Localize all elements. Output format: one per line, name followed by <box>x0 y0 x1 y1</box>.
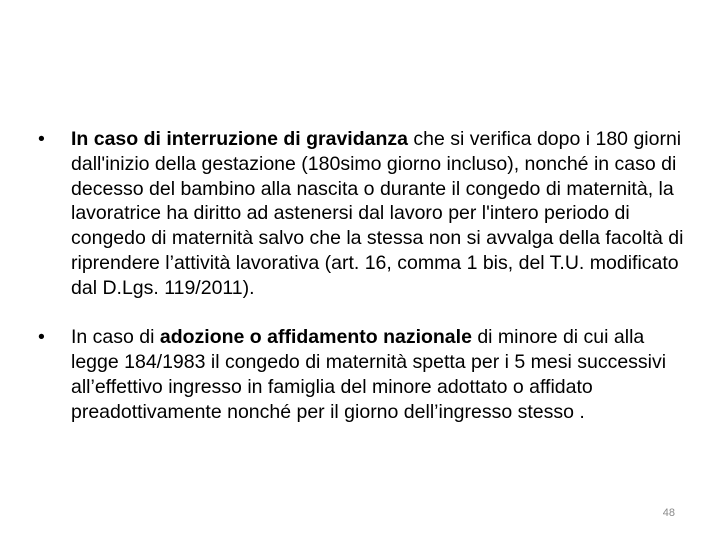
bullet-dot-icon: • <box>38 128 45 150</box>
paragraph-body: che si verifica dopo i 180 giorni dall'inizio della gestazione (180simo giorno incluso), nonché in caso di decesso del bambino alla nascita o durante il congedo di maternità, la lavoratrice ha diritto ad astenersi dal lavoro per l'intero periodo di congedo di maternità salvo che la stessa non si avvalga della facoltà di riprendere l’attività lavorativa (art. 16, comma 1 bis, del T.U. modificato dal D.Lgs. 119/2011). <box>71 128 684 299</box>
paragraph-text <box>71 325 688 424</box>
paragraph-text <box>71 127 688 301</box>
page-number: 48 <box>662 507 675 519</box>
paragraph-bold-phrase: adozione o affidamento nazionale <box>159 326 472 349</box>
paragraph-prefix: In caso di <box>71 326 160 349</box>
paragraph-body: di minore di cui alla legge 184/1983 il congedo di maternità spetta per i 5 mesi successivi all’effettivo ingresso in famiglia del minore adottato o affidato preadottivamente nonché per il giorno dell’ingresso stesso . <box>71 326 667 423</box>
bullet-item-adozione-affidamento <box>38 325 688 424</box>
bullet-dot-icon: • <box>38 326 45 349</box>
paragraph-bold-lead: In caso di interruzione di gravidanza <box>71 128 408 150</box>
slide-body <box>38 127 688 425</box>
bullet-item-interruzione-gravidanza <box>38 127 688 301</box>
